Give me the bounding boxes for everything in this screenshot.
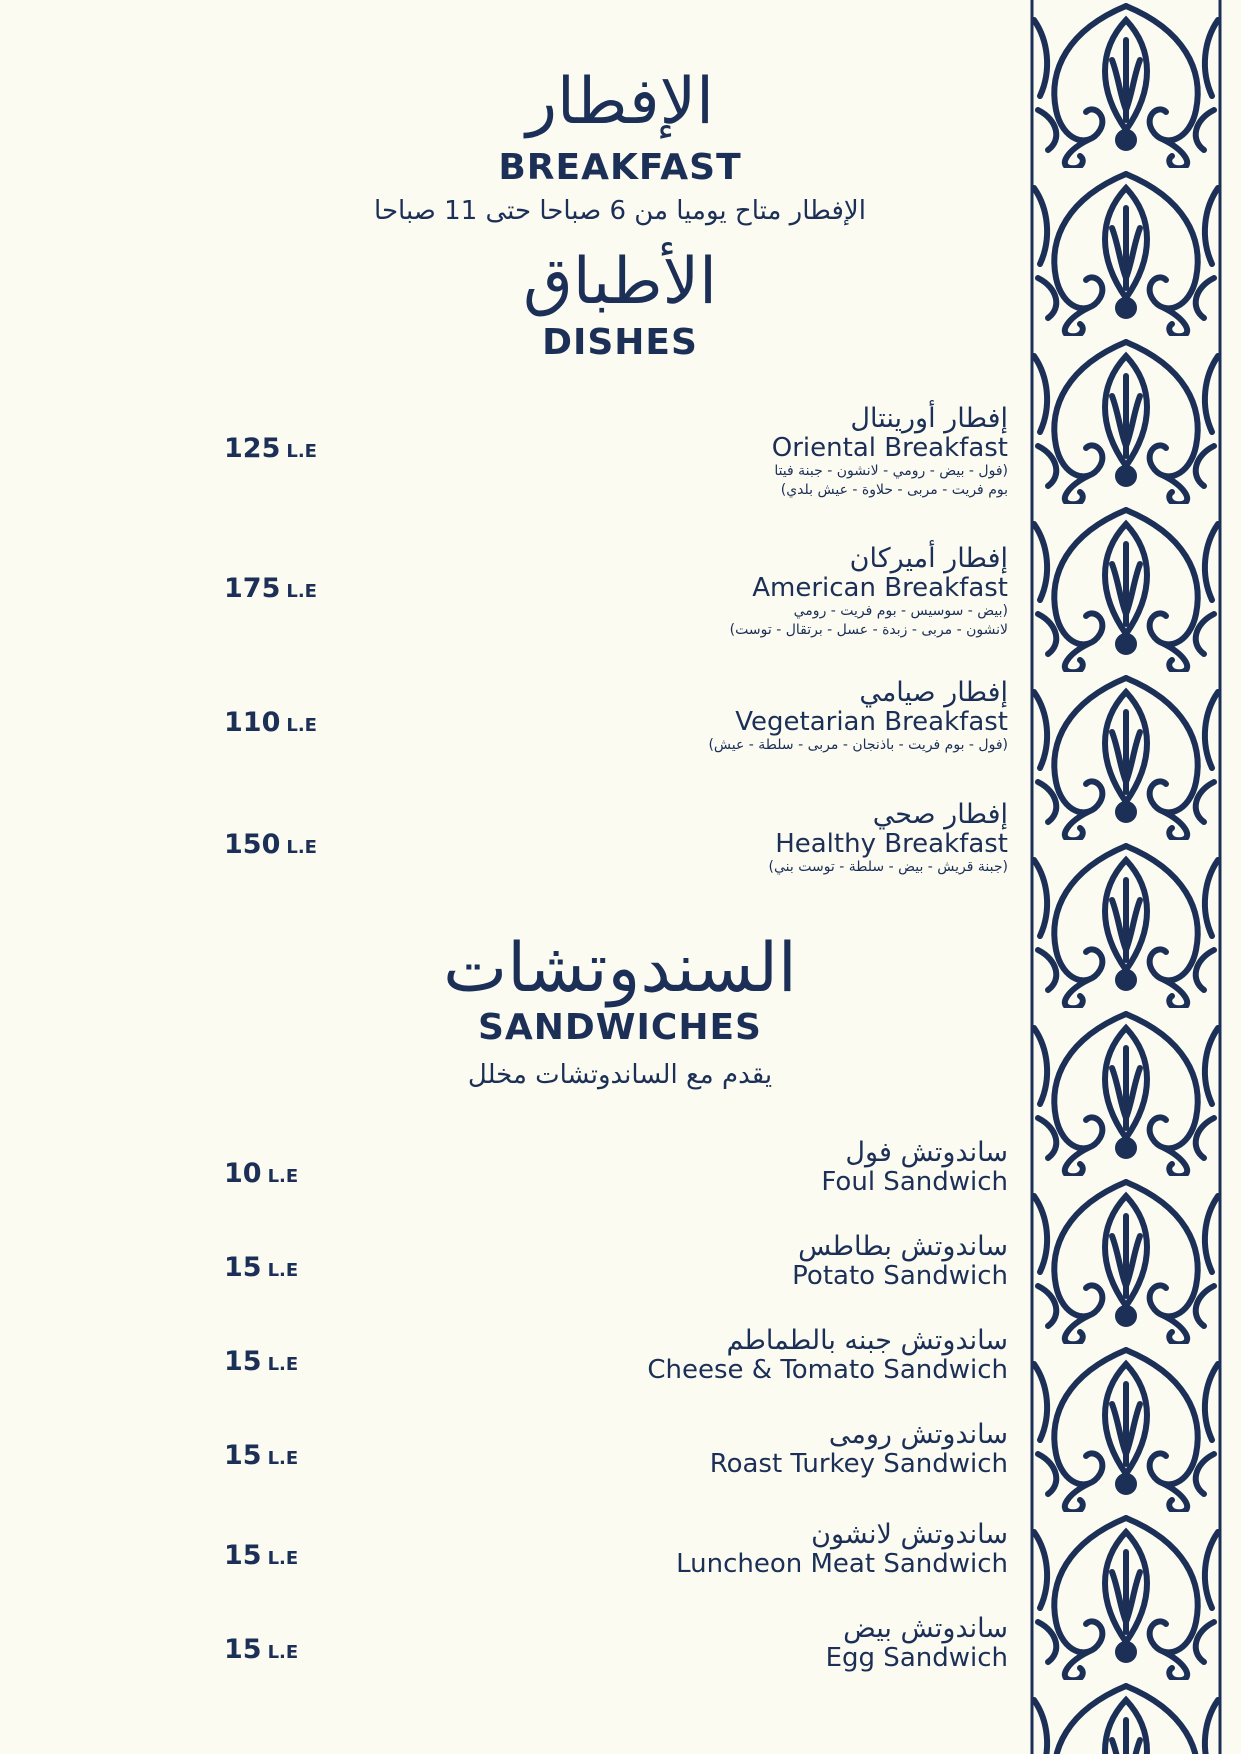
breakfast-header — [330, 65, 910, 139]
dish-item-oriental — [772, 404, 1008, 500]
dish-price — [224, 707, 317, 738]
price-currency: L.E — [286, 837, 317, 858]
price-value: 110 — [224, 707, 281, 738]
dish-name-en: Oriental Breakfast — [771, 432, 1008, 463]
sandwich-price — [224, 1540, 298, 1571]
sandwich-price — [224, 1252, 298, 1283]
dish-name-en: Vegetarian Breakfast — [735, 706, 1008, 737]
sandwich-name-ar: ساندوتش بطاطس — [798, 1231, 1008, 1262]
sandwich-item-foul — [821, 1138, 1008, 1196]
dish-name-ar: إفطار أورينتال — [850, 403, 1008, 434]
price-currency: L.E — [286, 715, 317, 736]
dish-price — [224, 829, 317, 860]
dish-item-healthy — [769, 800, 1008, 877]
price-value: 175 — [224, 573, 281, 604]
price-currency: L.E — [286, 441, 317, 462]
dish-name-ar: إفطار أميركان — [849, 543, 1008, 574]
sandwich-name-en: Potato Sandwich — [792, 1260, 1008, 1291]
price-currency: L.E — [267, 1166, 299, 1187]
sandwich-item-potato — [792, 1232, 1008, 1290]
breakfast-hours-note: الإفطار متاح يوميا من 6 صباحا حتى 11 صباحا — [374, 196, 866, 226]
price-value: 150 — [224, 829, 281, 860]
dish-description: (فول - بوم فريت - باذنجان - مربى - سلطة - عيش) — [708, 737, 1008, 754]
sandwich-item-egg — [826, 1614, 1008, 1672]
dish-description: (فول - بيض - رومي - لانشون - جبنة فيتا — [774, 463, 1008, 480]
sandwich-item-luncheon — [676, 1520, 1008, 1578]
sandwich-name-en: Luncheon Meat Sandwich — [676, 1548, 1008, 1579]
sandwich-name-ar: ساندوتش فول — [845, 1137, 1008, 1168]
sandwich-price — [224, 1346, 298, 1377]
dish-price — [224, 573, 317, 604]
sandwich-name-ar: ساندوتش رومى — [828, 1419, 1008, 1450]
price-value: 15 — [224, 1252, 262, 1283]
price-currency: L.E — [267, 1448, 299, 1469]
sandwich-item-cheese-tomato — [647, 1326, 1008, 1384]
sandwich-name-en: Foul Sandwich — [821, 1166, 1008, 1197]
sandwich-price — [224, 1158, 298, 1189]
dish-name-en: Healthy Breakfast — [775, 828, 1008, 859]
breakfast-title-en: BREAKFAST — [498, 147, 742, 188]
dish-item-vegetarian — [708, 678, 1008, 755]
sandwiches-title-en: SANDWICHES — [478, 1007, 762, 1048]
dish-name-en: American Breakfast — [752, 572, 1008, 603]
damask-ornament-border — [1028, 0, 1224, 1754]
sandwich-name-en: Egg Sandwich — [825, 1642, 1008, 1673]
price-currency: L.E — [267, 1260, 299, 1281]
dish-description: (جبنة قريش - بيض - سلطة - توست بني) — [768, 859, 1008, 876]
dishes-title-en: DISHES — [542, 322, 698, 363]
sandwiches-title-ar: السندوتشات — [443, 929, 797, 1008]
price-value: 15 — [224, 1346, 262, 1377]
dish-name-ar: إفطار صيامي — [859, 677, 1008, 708]
sandwich-price — [224, 1634, 298, 1665]
sandwich-name-en: Cheese & Tomato Sandwich — [647, 1354, 1008, 1385]
price-currency: L.E — [267, 1548, 299, 1569]
dish-price — [224, 433, 317, 464]
sandwich-name-en: Roast Turkey Sandwich — [709, 1448, 1008, 1479]
sandwich-name-ar: ساندوتش جبنه بالطماطم — [726, 1325, 1008, 1356]
price-currency: L.E — [267, 1354, 299, 1375]
price-value: 15 — [224, 1540, 262, 1571]
sandwiches-note: يقدم مع الساندوتشات مخلل — [467, 1060, 773, 1090]
dishes-title-ar: الأطباق — [523, 245, 717, 319]
dish-item-american — [730, 544, 1008, 640]
breakfast-title-ar: الإفطار — [526, 65, 714, 139]
dish-description: بوم فريت - مربى - حلاوة - عيش بلدي) — [780, 482, 1008, 499]
sandwich-item-roast-turkey — [710, 1420, 1008, 1478]
price-currency: L.E — [267, 1642, 299, 1663]
dish-description: لانشون - مربى - زبدة - عسل - برتقال - توست) — [729, 622, 1008, 639]
sandwich-name-ar: ساندوتش لانشون — [811, 1519, 1008, 1550]
sandwich-price — [224, 1440, 298, 1471]
dish-name-ar: إفطار صحي — [872, 799, 1008, 830]
price-value: 125 — [224, 433, 281, 464]
dish-description: (بيض - سوسيس - بوم فريت - رومي — [793, 603, 1008, 620]
price-value: 15 — [224, 1634, 262, 1665]
price-value: 10 — [224, 1158, 262, 1189]
sandwich-name-ar: ساندوتش بيض — [843, 1613, 1008, 1644]
price-value: 15 — [224, 1440, 262, 1471]
price-currency: L.E — [286, 581, 317, 602]
